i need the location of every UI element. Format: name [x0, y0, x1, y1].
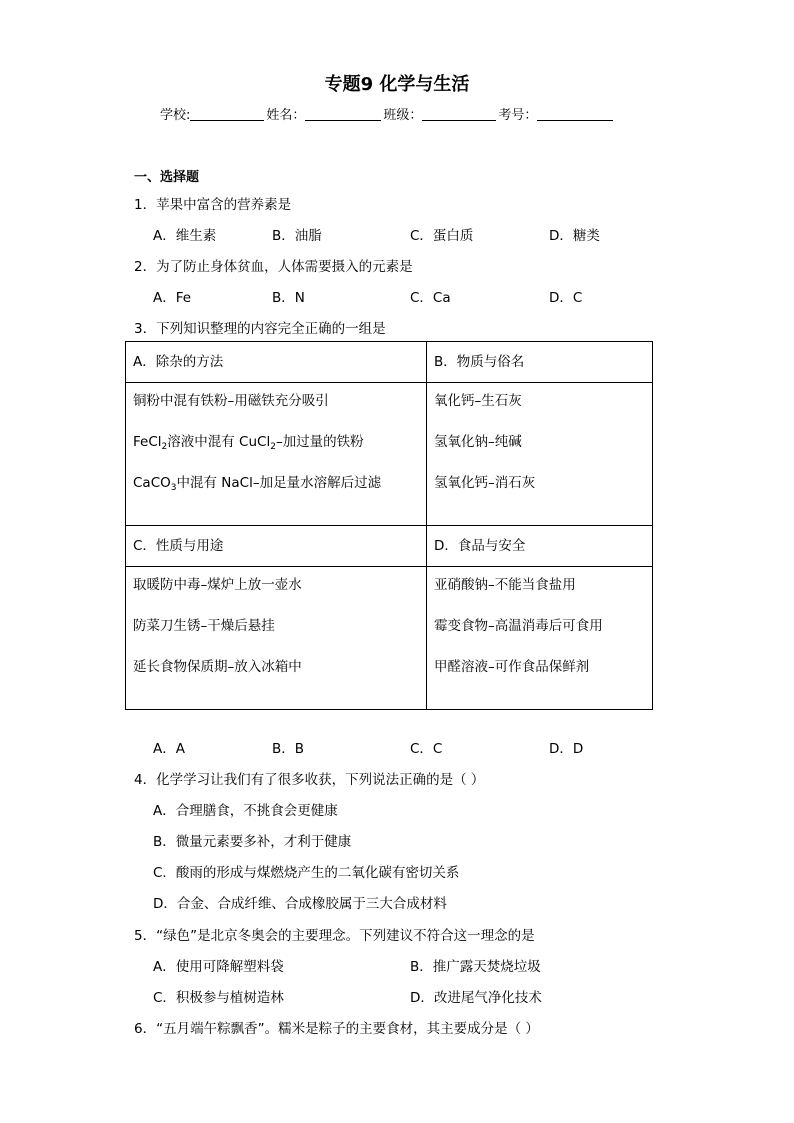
table-line: 取暖防中毒–煤炉上放一壶水 [133, 577, 302, 593]
table-cell-b-head: B．物质与俗名 [427, 342, 653, 383]
section-heading: 一、选择题 [134, 170, 200, 185]
table-cell-a-head: A．除杂的方法 [126, 342, 427, 383]
table-line: 铜粉中混有铁粉–用磁铁充分吸引 [133, 393, 329, 409]
q1-option-c[interactable]: C．蛋白质 [410, 228, 474, 244]
table-cell-a-body [126, 383, 427, 526]
school-blank[interactable] [190, 106, 264, 121]
q3-option-c[interactable]: C．C [410, 741, 443, 757]
table-line: 霉变食物–高温消毒后可食用 [434, 618, 603, 634]
q4-option-c[interactable]: C．酸雨的形成与煤燃烧产生的二氧化碳有密切关系 [153, 865, 460, 881]
table-cell-b-body [427, 383, 653, 526]
name-label: 姓名： [266, 108, 306, 123]
question-6-stem: 6．“五月端午粽飘香”。糯米是粽子的主要食材，其主要成分是（ ） [134, 1021, 539, 1037]
page-title: 专题9 化学与生活 [324, 74, 470, 95]
q4-option-b[interactable]: B．微量元素要多补，才利于健康 [153, 834, 352, 850]
q5-option-c[interactable]: C．积极参与植树造林 [153, 990, 284, 1006]
table-line: 氢氧化钠–纯碱 [434, 434, 522, 450]
table-line: FeCl$_2$溶液中混有 CuCl$_2$–加过量的铁粉 [133, 434, 364, 452]
question-4-stem: 4．化学学习让我们有了很多收获，下列说法正确的是（ ） [134, 772, 485, 788]
table-cell-c-body [126, 567, 427, 710]
q1-option-a[interactable]: A．维生素 [153, 228, 217, 244]
student-info-line [160, 104, 615, 123]
knowledge-table [125, 341, 653, 710]
class-blank[interactable] [422, 106, 496, 121]
q5-option-d[interactable]: D．改进尾气净化技术 [410, 990, 542, 1006]
table-line: 亚硝酸钠–不能当食盐用 [434, 577, 576, 593]
q5-option-a[interactable]: A．使用可降解塑料袋 [153, 959, 284, 975]
table-cell-d-head: D．食品与安全 [427, 526, 653, 567]
q4-option-d[interactable]: D．合金、合成纤维、合成橡胶属于三大合成材料 [153, 896, 447, 912]
table-line: 甲醛溶液–可作食品保鲜剂 [434, 659, 590, 675]
question-3-stem: 3．下列知识整理的内容完全正确的一组是 [134, 321, 386, 337]
table-cell-c-head: C．性质与用途 [126, 526, 427, 567]
exam-no-blank[interactable] [537, 106, 613, 121]
table-line: 氧化钙–生石灰 [434, 393, 522, 409]
school-label: 学校: [160, 108, 191, 123]
class-label: 班级： [383, 108, 423, 123]
q3-option-a[interactable]: A．A [153, 741, 185, 757]
question-5-stem: 5．“绿色”是北京冬奥会的主要理念。下列建议不符合这一理念的是 [134, 928, 535, 944]
q3-option-b[interactable]: B．B [272, 741, 305, 757]
table-line: CaCO$_3$中混有 NaCl–加足量水溶解后过滤 [133, 475, 382, 493]
question-2-stem: 2．为了防止身体贫血，人体需要摄入的元素是 [134, 259, 413, 275]
q3-option-d[interactable]: D．D [549, 741, 584, 757]
q2-option-a[interactable]: A．Fe [153, 290, 192, 306]
table-cell-d-body [427, 567, 653, 710]
table-line: 防菜刀生锈–干燥后悬挂 [133, 618, 275, 634]
question-1-stem: 1．苹果中富含的营养素是 [134, 197, 292, 213]
q1-option-b[interactable]: B．油脂 [272, 228, 322, 244]
q2-option-c[interactable]: C．Ca [410, 290, 451, 306]
table-line: 延长食物保质期–放入冰箱中 [133, 659, 302, 675]
q4-option-a[interactable]: A．合理膳食，不挑食会更健康 [153, 803, 338, 819]
q2-option-d[interactable]: D．C [549, 290, 583, 306]
q2-option-b[interactable]: B．N [272, 290, 305, 306]
name-blank[interactable] [305, 106, 381, 121]
table-line: 氢氧化钙–消石灰 [434, 475, 536, 491]
q1-option-d[interactable]: D．糖类 [549, 228, 600, 244]
exam-no-label: 考号： [498, 108, 538, 123]
q5-option-b[interactable]: B．推广露天焚烧垃圾 [410, 959, 541, 975]
